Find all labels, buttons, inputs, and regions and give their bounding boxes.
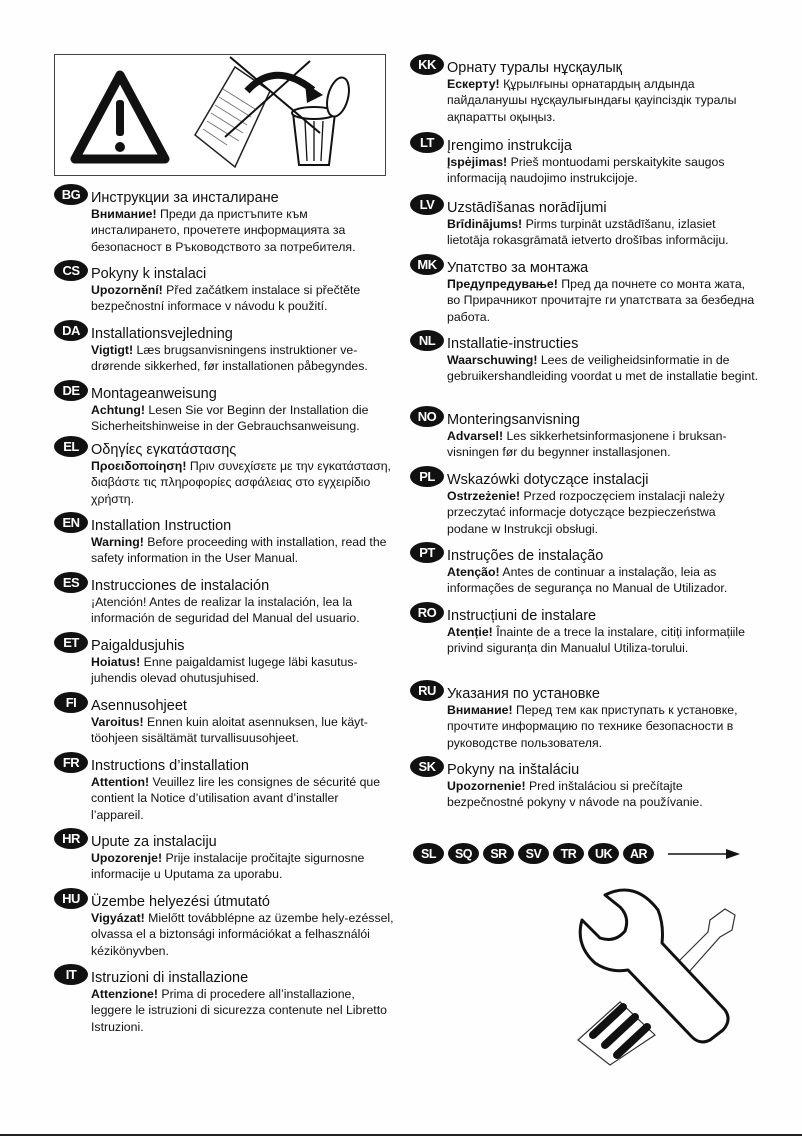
language-entry-hu <box>54 888 394 964</box>
language-entry-nl <box>410 330 760 406</box>
warning-label: Внимание! <box>91 207 157 221</box>
entry-title: Орнату туралы нұсқаулық <box>447 60 623 76</box>
language-badge: IT <box>54 964 88 985</box>
language-badge-sr: SR <box>483 843 514 864</box>
language-entry-de <box>54 380 394 436</box>
warning-text: Prieš montuodami perskaitykite saugos informaciją naudojimo instrukcijoje. <box>447 155 725 186</box>
warning-label: Προειδοποίηση! <box>91 459 187 473</box>
language-badge: HU <box>54 888 88 909</box>
language-badge: FI <box>54 692 88 713</box>
entry-body <box>447 624 760 657</box>
warning-text: Před začátkem instalace si přečtěte bezpečnostní informace v návodu k použití. <box>91 283 361 314</box>
language-entry-ro <box>410 602 760 680</box>
entry-title: Üzembe helyezési útmutató <box>91 894 270 910</box>
language-badge: EL <box>54 436 88 457</box>
warning-text: Құрылғыны орнатардың алдында пайдаланушы нұсқаулығындағы қауіпсіздік туралы ақпаратты оқыңыз. <box>447 77 737 124</box>
warning-text: Pirms turpināt uzstādīšanu, izlasiet lietotāja rokasgrāmatā ietverto drošības informāciju. <box>447 217 729 248</box>
entry-title: Инструкции за инсталиране <box>91 190 279 206</box>
warning-text: Prije instalacije pročitajte sigurnosne informacije u Uputama za uporabu. <box>91 851 365 882</box>
language-badge: ET <box>54 632 88 653</box>
language-badge: RU <box>410 680 444 701</box>
language-badge-uk: UK <box>588 843 619 864</box>
entry-body <box>447 428 760 461</box>
warning-text: Преди да пристъпите към инсталирането, прочетете информацията за безопасност в Ръководството за потребителя. <box>91 207 356 254</box>
entry-body <box>91 594 394 627</box>
warning-label: Предупредување! <box>447 277 558 291</box>
entry-body <box>447 564 760 597</box>
language-badge: ES <box>54 572 88 593</box>
language-badge-tr: TR <box>553 843 584 864</box>
entry-title: Installationsvejledning <box>91 326 233 342</box>
language-badge-ar: AR <box>623 843 654 864</box>
language-entry-cs <box>54 260 394 320</box>
language-badge: MK <box>410 254 444 275</box>
entry-title: Указания по установке <box>447 686 600 702</box>
language-badge: FR <box>54 752 88 773</box>
warning-text: Lees de veiligheidsinformatie in de gebruikershandleiding voordat u met de installatie begint. <box>447 353 759 384</box>
entry-body <box>91 282 394 315</box>
warning-label: Ostrzeżenie! <box>447 489 521 503</box>
entry-body <box>447 702 760 751</box>
language-entry-it <box>54 964 394 1040</box>
language-badge: EN <box>54 512 88 533</box>
warning-label: Upozornenie! <box>447 779 526 793</box>
warning-triangle-icon <box>55 55 385 175</box>
warning-label: Внимание! <box>447 703 513 717</box>
entry-body <box>91 342 394 375</box>
language-entry-da <box>54 320 394 380</box>
entry-title: Įrengimo instrukcija <box>447 138 572 154</box>
arrow-right-icon <box>668 848 740 860</box>
warning-text: ¡Atención! Antes de realizar la instalación, lea la información de seguridad del Manual del usuario. <box>91 595 360 626</box>
warning-label: Vigtigt! <box>91 343 134 357</box>
entry-title: Paigaldusjuhis <box>91 638 185 654</box>
language-badge: PT <box>410 542 444 563</box>
entry-body <box>91 458 394 507</box>
warning-text: Înainte de a trece la instalare, citiți informațiile privind siguranța din Manualul Utiliza-torului. <box>447 625 745 656</box>
warning-text: Pred inštaláciou si prečítajte bezpečnostné pokyny v návode na používanie. <box>447 779 703 810</box>
warning-text: Πριν συνεχίσετε με την εγκατάσταση, διαβάστε τις πληροφορίες ασφάλειας στο εγχειρίδιο χρήστη. <box>91 459 391 506</box>
language-entry-hr <box>54 828 394 888</box>
entry-title: Instructions d’installation <box>91 758 249 774</box>
language-badge: RO <box>410 602 444 623</box>
language-entry-bg <box>54 184 394 260</box>
language-entry-no <box>410 406 760 466</box>
entry-title: Pokyny na inštaláciu <box>447 762 580 778</box>
language-badge: CS <box>54 260 88 281</box>
entry-body <box>91 986 394 1035</box>
language-entry-et <box>54 632 394 692</box>
warning-text: Mielőtt továbblépne az üzembe hely-ezéssel, olvassa el a biztonsági információkat a felhasználói kézikönyvben. <box>91 911 394 958</box>
entry-body <box>91 206 394 255</box>
language-entry-el <box>54 436 394 512</box>
warning-label: Upozorenje! <box>91 851 163 865</box>
entry-body <box>447 276 760 325</box>
warning-text: Les sikkerhetsinformasjonene i bruksan-visningen før du begynner installasjonen. <box>447 429 727 460</box>
language-badge-sl: SL <box>413 843 444 864</box>
warning-label: Warning! <box>91 535 144 549</box>
left-language-column <box>54 184 394 1040</box>
warning-label: Hoiatus! <box>91 655 141 669</box>
entry-body <box>447 216 760 249</box>
language-entry-pt <box>410 542 760 602</box>
entry-body <box>91 402 394 435</box>
entry-title: Instrucțiuni de instalare <box>447 608 597 624</box>
language-badge: SK <box>410 756 444 777</box>
language-badge: DE <box>54 380 88 401</box>
entry-body <box>91 850 394 883</box>
warning-text: Lesen Sie vor Beginn der Installation die Sicherheitshinweise in der Gebrauchsanweisung. <box>91 403 369 434</box>
language-entry-es <box>54 572 394 632</box>
entry-body <box>91 654 394 687</box>
entry-title: Instrucciones de instalación <box>91 578 270 594</box>
entry-title: Montageanweisung <box>91 386 217 402</box>
entry-body <box>91 910 394 959</box>
warning-text: Læs brugsanvisningens instruktioner ve-drørende sikkerhed, før installationen påbegyndes. <box>91 343 368 374</box>
language-entry-ru <box>410 680 760 756</box>
warning-label: Įspėjimas! <box>447 155 508 169</box>
entry-title: Упатство за монтажа <box>447 260 589 276</box>
warning-text: Ennen kuin aloitat asennuksen, lue käyt-töohjeen sisältämät turvallisuusohjeet. <box>91 715 368 746</box>
more-languages-row <box>413 843 740 864</box>
warning-text: Antes de continuar a instalação, leia as informações de segurança no Manual de Utilizador. <box>447 565 728 596</box>
language-badge: DA <box>54 320 88 341</box>
warning-label: Waarschuwing! <box>447 353 538 367</box>
entry-title: Pokyny k instalaci <box>91 266 207 282</box>
entry-title: Monteringsanvisning <box>447 412 580 428</box>
entry-title: Istruzioni di installazione <box>91 970 249 986</box>
warning-text: Przed rozpoczęciem instalacji należy przeczytać informacje dotyczące bezpieczeństwa podane w Instrukcji obsługi. <box>447 489 725 536</box>
warning-text: Пред да почнете со монта жата, во Прирачникот прочитајте ги упатствата за безбедна работа. <box>447 277 755 324</box>
warning-text: Перед тем как приступать к установке, прочтите информацию по технике безопасности в руководстве пользователя. <box>447 703 738 750</box>
language-badge: PL <box>410 466 444 487</box>
entry-body <box>447 352 760 385</box>
entry-title: Wskazówki dotyczące instalacji <box>447 472 649 488</box>
warning-text: Enne paigaldamist lugege läbi kasutus-juhendis olevad ohutusjuhised. <box>91 655 358 686</box>
warning-label: Brīdinājums! <box>447 217 523 231</box>
entry-body <box>447 778 760 811</box>
manual-in-trash-crossed-icon <box>195 57 353 167</box>
warning-label: Advarsel! <box>447 429 504 443</box>
warning-label: Upozornění! <box>91 283 163 297</box>
language-badge: NL <box>410 330 444 351</box>
entry-title: Installation Instruction <box>91 518 232 534</box>
warning-text: Prima di procedere all’installazione, leggere le istruzioni di sicurezza contenute nel Libretto Istruzioni. <box>91 987 387 1034</box>
warning-label: Vigyázat! <box>91 911 145 925</box>
entry-title: Installatie-instructies <box>447 336 579 352</box>
language-entry-kk <box>410 54 760 132</box>
entry-body <box>91 534 394 567</box>
warning-label: Ескерту! <box>447 77 500 91</box>
warning-illustration <box>54 54 386 176</box>
warning-label: Attenzione! <box>91 987 158 1001</box>
language-entry-fr <box>54 752 394 828</box>
language-entry-lt <box>410 132 760 194</box>
language-badge: BG <box>54 184 88 205</box>
language-entry-mk <box>410 254 760 330</box>
language-badge: LT <box>410 132 444 153</box>
entry-title: Instruções de instalação <box>447 548 604 564</box>
wrench-screwdriver-icon <box>560 885 760 1075</box>
entry-title: Οδηγίες εγκατάστασης <box>91 442 237 458</box>
entry-body <box>447 488 760 537</box>
warning-label: Achtung! <box>91 403 145 417</box>
entry-title: Asennusohjeet <box>91 698 187 714</box>
language-entry-sk <box>410 756 760 816</box>
language-badge: NO <box>410 406 444 427</box>
warning-label: Varoitus! <box>91 715 144 729</box>
language-badge-sq: SQ <box>448 843 479 864</box>
entry-body <box>91 714 394 747</box>
language-entry-pl <box>410 466 760 542</box>
warning-text: Before proceeding with installation, read the safety information in the User Manual. <box>91 535 387 566</box>
warning-label: Attention! <box>91 775 150 789</box>
entry-body <box>447 76 760 125</box>
entry-title: Upute za instalaciju <box>91 834 217 850</box>
warning-label: Atenție! <box>447 625 493 639</box>
language-badge: LV <box>410 194 444 215</box>
language-entry-fi <box>54 692 394 752</box>
language-badge: HR <box>54 828 88 849</box>
language-entry-en <box>54 512 394 572</box>
entry-title: Uzstādīšanas norādījumi <box>447 200 607 216</box>
language-badge: KK <box>410 54 444 75</box>
right-language-column <box>410 54 760 816</box>
entry-body <box>447 154 760 187</box>
language-badge-sv: SV <box>518 843 549 864</box>
entry-body <box>91 774 394 823</box>
warning-text: Veuillez lire les consignes de sécurité que contient la Notice d’utilisation avant d’installer l’appareil. <box>91 775 381 822</box>
language-entry-lv <box>410 194 760 254</box>
warning-label: Atenção! <box>447 565 500 579</box>
